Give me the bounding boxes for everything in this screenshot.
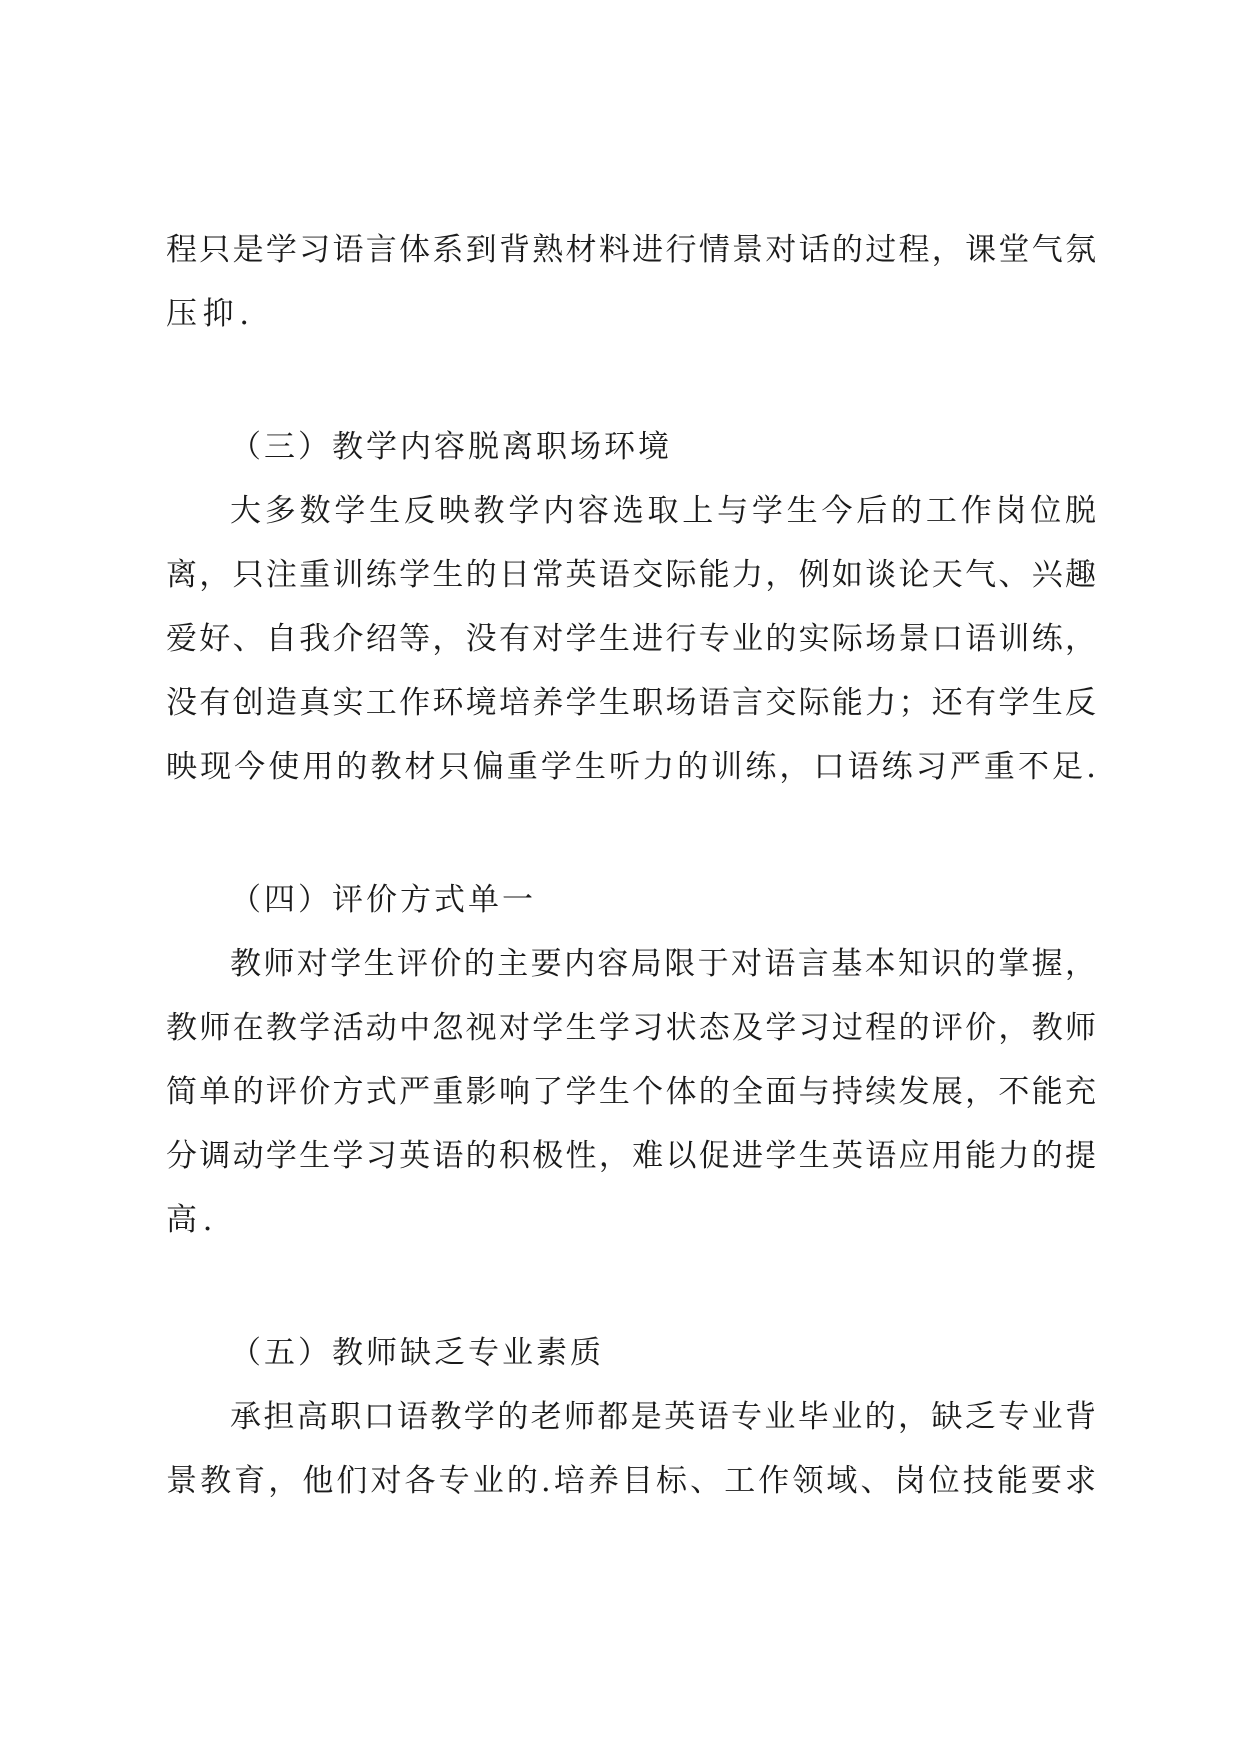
section-heading-5: （五）教师缺乏专业素质 bbox=[230, 1335, 604, 1371]
section3-line-4: 没有创造真实工作环境培养学生职场语言交际能力；还有学生反 bbox=[166, 685, 1096, 721]
section-heading-3: （三）教学内容脱离职场环境 bbox=[230, 429, 672, 465]
intro-line-2: 压抑. bbox=[166, 296, 255, 332]
section5-line-2: 景教育，他们对各专业的.培养目标、工作领域、岗位技能要求 bbox=[166, 1463, 1096, 1499]
section-heading-4: （四）评价方式单一 bbox=[230, 882, 536, 918]
section4-line-3: 简单的评价方式严重影响了学生个体的全面与持续发展，不能充 bbox=[166, 1074, 1096, 1110]
section3-line-3: 爱好、自我介绍等，没有对学生进行专业的实际场景口语训练， bbox=[166, 621, 1096, 657]
section3-line-5: 映现今使用的教材只偏重学生听力的训练，口语练习严重不足. bbox=[166, 749, 1096, 785]
section3-line-1: 大多数学生反映教学内容选取上与学生今后的工作岗位脱 bbox=[230, 493, 1096, 529]
section4-line-2: 教师在教学活动中忽视对学生学习状态及学习过程的评价，教师 bbox=[166, 1010, 1096, 1046]
section5-line-1: 承担高职口语教学的老师都是英语专业毕业的，缺乏专业背 bbox=[230, 1399, 1096, 1435]
intro-line-1: 程只是学习语言体系到背熟材料进行情景对话的过程，课堂气氛 bbox=[166, 232, 1096, 268]
section4-line-5: 高. bbox=[166, 1202, 219, 1238]
section4-line-4: 分调动学生学习英语的积极性，难以促进学生英语应用能力的提 bbox=[166, 1138, 1096, 1174]
section4-line-1: 教师对学生评价的主要内容局限于对语言基本知识的掌握， bbox=[230, 946, 1096, 982]
section3-line-2: 离，只注重训练学生的日常英语交际能力，例如谈论天气、兴趣 bbox=[166, 557, 1096, 593]
